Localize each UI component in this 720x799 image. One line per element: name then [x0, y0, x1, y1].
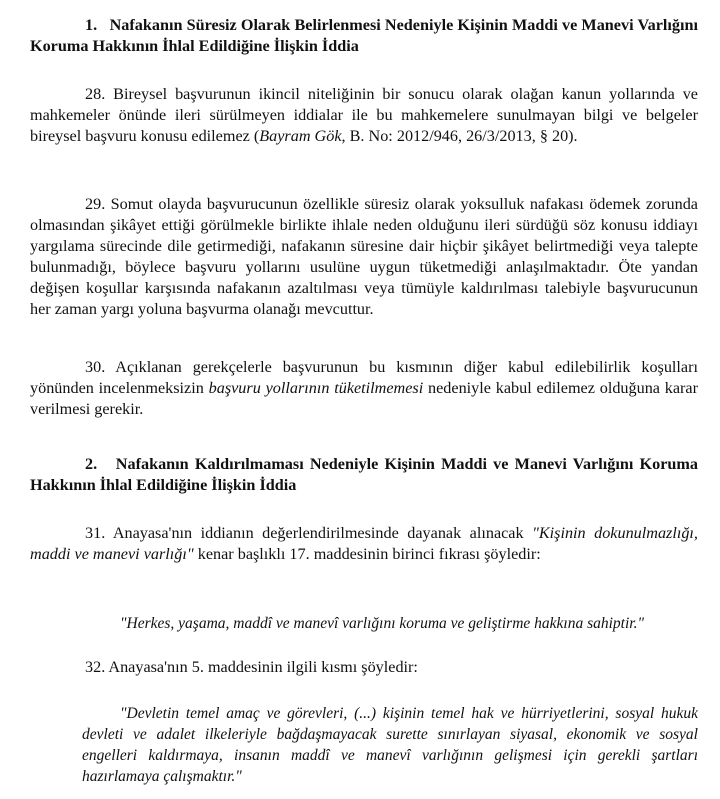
quote-article-5: "Devletin temel amaç ve görevleri, (...) kişinin temel hak ve hürriyetlerini, sosyal hukuk devleti ve adalet ilkeleriyle bağdaşmayacak surette sınırlayan siyasal, ekonomik ve sosyal engelleri kaldırmaya, insanın maddî ve manevî varlığının gelişmesi için gerekli şartları hazırlamaya çalışmaktır." — [82, 705, 698, 785]
section-number: 1. — [85, 16, 98, 34]
section-title: Nafakanın Kaldırılmaması Nedeniyle Kişinin Maddi ve Manevi Varlığını Koruma Hakkının İhlal Edildiğine İlişkin İddia — [30, 455, 698, 494]
section-number: 2. — [85, 455, 98, 473]
paragraph-32: 32. Anayasa'nın 5. maddesinin ilgili kısmı şöyledir: — [85, 658, 418, 676]
paragraph-text: 28. Bireysel başvurunun ikincil niteliğinin bir sonucu olarak olağan kanun yollarında ve mahkemeler önünde ileri sürülmeyen iddialar ile bu mahkemelere sunulmayan bilgi ve belgeler bireysel başvuru konusu edilemez ( — [30, 85, 698, 145]
paragraph-31 — [30, 523, 698, 565]
paragraph-text: 30. Açıklanan gerekçelerle başvurunun bu kısmının diğer kabul edilebilirlik koşulları yönünden incelenmeksizin — [30, 358, 698, 397]
paragraph-text: 31. Anayasa'nın iddianın değerlendirilmesinde dayanak alınacak — [85, 524, 533, 542]
paragraph-text: nedeniyle kabul edilemez olduğuna karar verilmesi gerekir. — [30, 379, 699, 418]
paragraph-text: , B. No: 2012/946, 26/3/2013, § 20). — [341, 127, 578, 145]
case-name: Bayram Gök — [259, 127, 342, 145]
paragraph-28 — [30, 84, 698, 147]
section-heading-1 — [30, 15, 698, 57]
paragraph-text: kenar başlıklı 17. maddesinin birinci fıkrası şöyledir: — [193, 545, 541, 563]
emphasis-text: başvuru yollarının tüketilmemesi — [208, 379, 424, 397]
section-title: Nafakanın Süresiz Olarak Belirlenmesi Nedeniyle Kişinin Maddi ve Manevi Varlığını Koruma Hakkının İhlal Edildiğine İlişkin İddia — [30, 16, 699, 55]
article-title: "Kişinin dokunulmazlığı, maddi ve manevi varlığı" — [30, 524, 698, 563]
quote-article-17: "Herkes, yaşama, maddî ve manevî varlığını koruma ve geliştirme hakkına sahiptir." — [120, 615, 644, 632]
section-heading-2 — [30, 454, 698, 496]
paragraph-29: 29. Somut olayda başvurucunun özellikle süresiz olarak yoksulluk nafakası ödemek zorunda olmasından şikâyet ettiği görülmekle birlikte ihlale neden olduğunu ileri sürdüğü söz konusu iddiayı yargılama sürecinde dile getirmediği, nafakanın süresine dair hiçbir şikâyet belirtmediği veya talepte bulunmadığı, böylece başvuru yollarını usulüne uygun tüketmediği anlaşılmaktadır. Öte yandan değişen koşullar karşısında nafakanın azaltılması veya tümüyle kaldırılması talebiyle başvurucunun her zaman yargı yoluna başvurma olanağı mevcuttur. — [30, 195, 698, 318]
paragraph-30 — [30, 357, 698, 420]
